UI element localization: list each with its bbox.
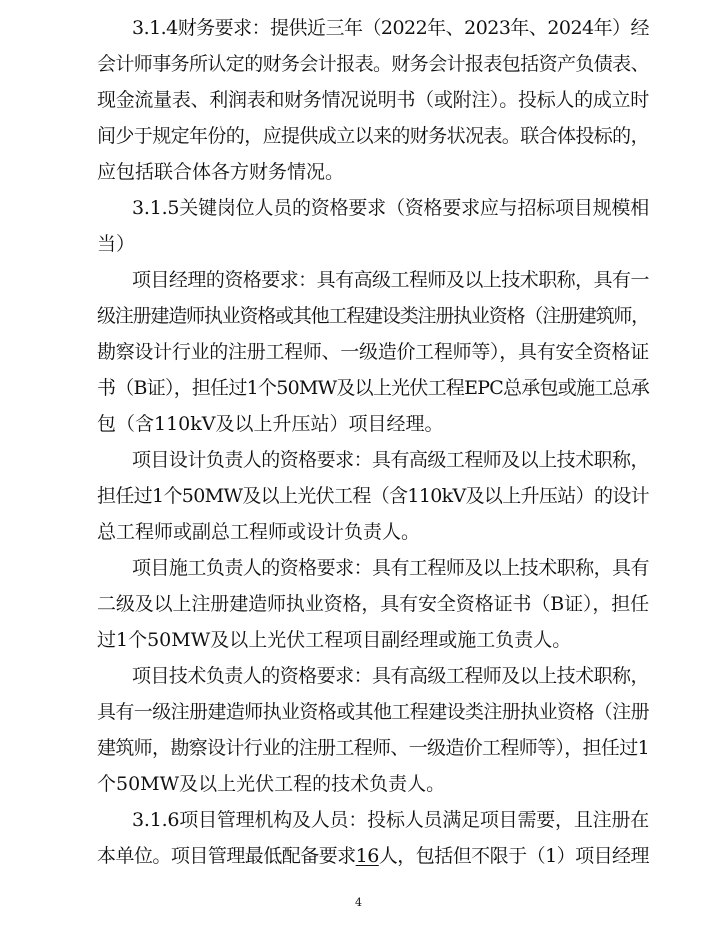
line-text: 3.1.4财务要求：提供近三年（2022年、2023年、2024年）经 <box>132 17 650 39</box>
line-text: 项目施工负责人的资格要求：具有工程师及以上技术职称，具有 <box>132 557 649 579</box>
line-text: 级注册建造师执业资格或其他工程建设类注册执业资格（注册建筑师， <box>97 305 649 327</box>
text-line <box>97 118 649 154</box>
line-text: 个50MW及以上光伏工程的技术负责人。 <box>97 773 446 795</box>
text-line <box>97 82 649 118</box>
line-text: 项目经理的资格要求：具有高级工程师及以上技术职称，具有一 <box>132 269 649 291</box>
text-segment: 人，包括但不限于（1）项目经理 <box>378 845 650 867</box>
text-line <box>97 46 649 82</box>
line-text: 具有一级注册建造师执业资格或其他工程建设类注册执业资格（注册 <box>97 701 649 723</box>
text-line <box>97 730 649 766</box>
text-line <box>97 550 649 586</box>
line-text: 项目设计负责人的资格要求：具有高级工程师及以上技术职称， <box>132 449 649 471</box>
line-text: 勘察设计行业的注册工程师、一级造价工程师等），具有安全资格证 <box>97 341 649 363</box>
section-heading-3-1-6 <box>97 802 649 838</box>
line-text: 当） <box>97 233 136 255</box>
text-line <box>97 406 649 442</box>
line-text: 包（含110kV及以上升压站）项目经理。 <box>97 413 444 435</box>
line-text: 3.1.5关键岗位人员的资格要求（资格要求应与招标项目规模相 <box>132 197 649 219</box>
page-number: 4 <box>355 896 362 909</box>
line-text: 担任过1个50MW及以上光伏工程（含110kV及以上升压站）的设计 <box>97 485 649 507</box>
text-line <box>97 334 649 370</box>
text-line <box>97 298 649 334</box>
line-text: 书（B证），担任过1个50MW及以上光伏工程EPC总承包或施工总承 <box>97 377 649 399</box>
text-line <box>97 226 649 262</box>
text-line <box>97 838 649 874</box>
text-line <box>97 10 649 46</box>
line-text: 应包括联合体各方财务情况。 <box>97 161 345 183</box>
line-text: 间少于规定年份的，应提供成立以来的财务状况表。联合体投标的， <box>97 125 649 147</box>
text-line <box>97 658 649 694</box>
text-line <box>97 262 649 298</box>
underlined-staff-count: 16 <box>355 845 379 867</box>
line-text <box>97 838 649 874</box>
line-text: 3.1.6项目管理机构及人员：投标人员满足项目需要，且注册在 <box>132 809 649 831</box>
line-text: 会计师事务所认定的财务会计报表。财务会计报表包括资产负债表、 <box>97 53 649 75</box>
line-text: 二级及以上注册建造师执业资格，具有安全资格证书（B证），担任 <box>97 593 649 615</box>
text-line <box>97 766 649 802</box>
line-text: 项目技术负责人的资格要求：具有高级工程师及以上技术职称， <box>132 665 649 687</box>
text-segment: 本单位。项目管理最低配备要求 <box>97 845 356 867</box>
text-line <box>97 622 649 658</box>
text-line <box>97 442 649 478</box>
text-line <box>97 694 649 730</box>
text-line <box>97 586 649 622</box>
text-line <box>97 514 649 550</box>
line-text: 建筑师，勘察设计行业的注册工程师、一级造价工程师等），担任过1 <box>97 737 649 759</box>
text-line <box>97 154 649 190</box>
text-line <box>97 478 649 514</box>
line-text: 总工程师或副总工程师或设计负责人。 <box>97 521 421 543</box>
text-line <box>97 370 649 406</box>
section-heading-3-1-5 <box>97 190 649 226</box>
line-text: 现金流量表、利润表和财务情况说明书（或附注）。投标人的成立时 <box>97 89 649 111</box>
document-page <box>97 10 649 874</box>
line-text: 过1个50MW及以上光伏工程项目副经理或施工负责人。 <box>97 629 572 651</box>
